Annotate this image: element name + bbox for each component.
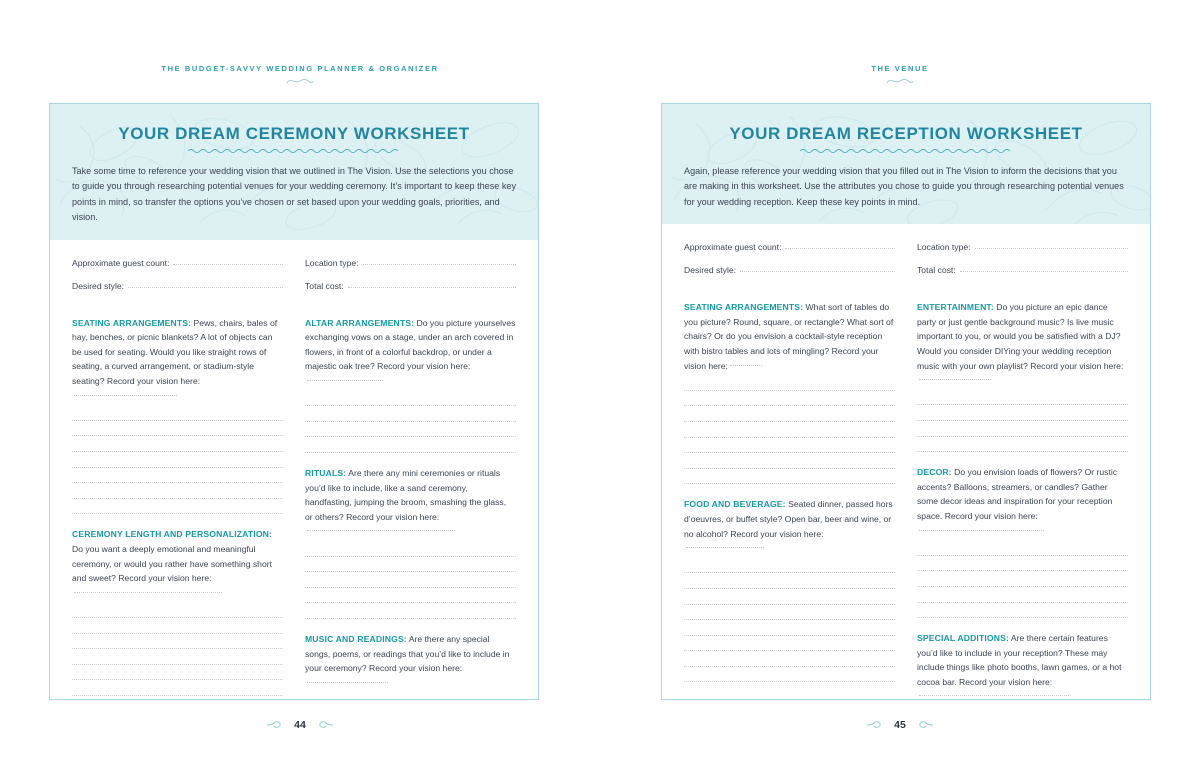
prompt-lead-in: MUSIC AND READINGS: [305, 633, 407, 644]
prompt-lead-in: ENTERTAINMENT: [917, 302, 994, 313]
running-head-left [0, 64, 600, 87]
page-title: YOUR DREAM RECEPTION WORKSHEET [729, 124, 1083, 143]
answer-line[interactable] [684, 422, 895, 438]
answer-line[interactable] [305, 406, 516, 422]
answer-line[interactable] [684, 375, 895, 391]
field-row[interactable] [917, 263, 1128, 277]
prompt-block [917, 465, 1128, 618]
answer-line[interactable] [72, 665, 283, 681]
card-header-left [50, 104, 538, 240]
answer-lines[interactable] [684, 558, 895, 683]
answer-lines[interactable] [917, 390, 1128, 452]
answer-rule-inline[interactable] [919, 378, 991, 380]
quick-fields-col-left [684, 240, 895, 286]
prompt-lead-in: FOOD AND BEVERAGE: [684, 499, 786, 510]
answer-rule-inline[interactable] [307, 379, 383, 381]
answer-line[interactable] [72, 468, 283, 484]
prompt-block [305, 632, 516, 700]
prompt-columns-right [684, 300, 1128, 700]
answer-line[interactable] [72, 618, 283, 634]
prompt-block [305, 466, 516, 619]
answer-rule-inline[interactable] [307, 529, 455, 531]
prompt-text: FOOD AND BEVERAGE: Seated dinner, passed hors d’oeuvres, or buffet style? Open bar, beer and wine, or no alcohol? Record your vision here: [684, 497, 895, 555]
quick-fields-col-left [72, 256, 283, 302]
field-input-rule[interactable] [173, 263, 283, 265]
answer-line[interactable] [917, 603, 1128, 619]
reception-worksheet-card [661, 103, 1151, 700]
prompt-block [917, 631, 1128, 700]
answer-line[interactable] [684, 620, 895, 636]
field-label: Approximate guest count: [684, 242, 782, 253]
field-label: Location type: [305, 257, 359, 268]
wave-divider-icon [800, 147, 1012, 154]
page-number: 44 [294, 719, 306, 731]
answer-line[interactable] [917, 421, 1128, 437]
answer-line[interactable] [305, 557, 516, 573]
field-input-rule[interactable] [960, 270, 1128, 272]
field-input-rule[interactable] [785, 247, 895, 249]
answer-line[interactable] [684, 573, 895, 589]
ornament-right-icon [912, 719, 934, 731]
quick-fields-col-right [917, 240, 1128, 286]
running-head-right [600, 64, 1200, 87]
answer-lines[interactable] [305, 541, 516, 619]
field-input-rule[interactable] [128, 286, 283, 288]
answer-lines[interactable] [684, 375, 895, 484]
answer-lines[interactable] [305, 692, 516, 700]
ornament-left-icon [866, 719, 888, 731]
answer-line[interactable] [72, 680, 283, 696]
prompt-text: ALTAR ARRANGEMENTS: Do you picture yourselves exchanging vows on a stage, under an arch covered in flowers, in front of a colorful backdrop, or under a majestic oak tree? Record your vision here: [305, 316, 516, 389]
answer-line[interactable] [305, 572, 516, 588]
folio-left [0, 719, 600, 731]
answer-line[interactable] [72, 483, 283, 499]
field-row[interactable] [305, 279, 516, 293]
answer-rule-inline[interactable] [919, 529, 1044, 531]
prompt-column [917, 300, 1128, 700]
quick-fields-col-right [305, 256, 516, 302]
answer-line[interactable] [72, 696, 283, 700]
prompt-lead-in: SPECIAL ADDITIONS: [917, 633, 1009, 644]
answer-line[interactable] [72, 602, 283, 618]
answer-line[interactable] [917, 390, 1128, 406]
answer-lines[interactable] [72, 405, 283, 514]
prompt-lead-in: DECOR: [917, 467, 952, 478]
card-header-right [662, 104, 1150, 224]
worksheet-intro: Take some time to reference your wedding vision that we outlined in The Vision. Use the selections you chose to guide you through researching potential venues for your wedding ceremony. It’s important to keep these key points in mind, so transfer the options you’ve chosen or set based upon your wedding goals, priorities, and vision. [72, 166, 517, 223]
prompt-block [684, 497, 895, 682]
field-input-rule[interactable] [348, 286, 516, 288]
field-row[interactable] [917, 240, 1128, 254]
answer-line[interactable] [72, 436, 283, 452]
field-label: Approximate guest count: [72, 257, 170, 268]
answer-line[interactable] [72, 649, 283, 665]
answer-line[interactable] [684, 391, 895, 407]
answer-line[interactable] [72, 421, 283, 437]
page-title: YOUR DREAM CEREMONY WORKSHEET [118, 124, 470, 143]
wave-divider-icon [188, 147, 400, 154]
prompt-lead-in: CEREMONY LENGTH AND PERSONALIZATION: [72, 529, 273, 540]
answer-line[interactable] [72, 634, 283, 650]
prompt-text: SEATING ARRANGEMENTS: What sort of tables do you picture? Round, square, or rectangle? What sort of chairs? Or do you envision a cocktail-style reception with bistro tables and lots of mingling? Record your vision here: [684, 302, 894, 371]
worksheet-intro: Again, please reference your wedding vision that you filled out in The Vision to inform the decisions that you are making in this worksheet. Use the attributes you chose to guide you through researching potential venues for your wedding reception. Keep these key points in mind. [684, 166, 1124, 207]
prompt-lead-in: RITUALS: [305, 467, 347, 478]
answer-line[interactable] [684, 636, 895, 652]
prompt-block [305, 316, 516, 453]
field-input-rule[interactable] [975, 247, 1128, 249]
prompt-column [684, 300, 895, 700]
answer-lines[interactable] [72, 602, 283, 700]
answer-line[interactable] [305, 588, 516, 604]
field-row[interactable] [72, 256, 283, 270]
field-label: Location type: [917, 242, 971, 253]
field-label: Total cost: [917, 265, 956, 276]
prompt-lead-in: SEATING ARRANGEMENTS: [684, 302, 804, 313]
running-head-text: THE BUDGET-SAVVY WEDDING PLANNER & ORGANIZER [161, 64, 439, 73]
answer-line[interactable] [305, 391, 516, 407]
answer-line[interactable] [917, 540, 1128, 556]
field-row[interactable] [684, 240, 895, 254]
answer-line[interactable] [305, 437, 516, 453]
quick-fields-left [72, 256, 516, 302]
field-input-rule[interactable] [363, 263, 516, 265]
flourish-icon [885, 77, 915, 87]
field-label: Desired style: [684, 265, 737, 276]
answer-rule-inline[interactable] [307, 681, 388, 683]
prompt-text: DECOR: Do you envision loads of flowers? Or rustic accents? Balloons, streamers, or candles? Gather some decor ideas and inspiration for your reception space. Record your vision here: [917, 465, 1128, 538]
folio-right [600, 719, 1200, 731]
answer-line[interactable] [72, 499, 283, 515]
prompt-column [305, 316, 516, 700]
answer-line[interactable] [72, 405, 283, 421]
card-body-left [50, 240, 538, 700]
answer-line[interactable] [72, 452, 283, 468]
prompt-block [684, 300, 895, 484]
prompt-text: ENTERTAINMENT: Do you picture an epic dance party or just gentle background music? Is live music important to you, or would you be satisfied with a DJ? Would you consider DIYing your wedding reception music with your own playlist? Record your vision here: [917, 300, 1128, 388]
prompt-text: MUSIC AND READINGS: Are there any special songs, poems, or readings that you’d like to include in your ceremony? Record your vision here: [305, 632, 516, 690]
answer-line[interactable] [305, 541, 516, 557]
prompt-text: CEREMONY LENGTH AND PERSONALIZATION: Do you want a deeply emotional and meaningful ceremony, or would you rather have something short and sweet? Record your vision here: [72, 527, 283, 600]
prompt-column [72, 316, 283, 700]
answer-line[interactable] [684, 406, 895, 422]
answer-rule-inline[interactable] [74, 394, 177, 396]
answer-rule-inline[interactable] [730, 364, 762, 366]
prompt-columns-left [72, 316, 516, 700]
answer-rule-inline[interactable] [74, 591, 222, 593]
field-row[interactable] [684, 263, 895, 277]
page-number: 45 [894, 719, 906, 731]
answer-line[interactable] [917, 571, 1128, 587]
answer-line[interactable] [305, 603, 516, 619]
prompt-block [917, 300, 1128, 452]
ornament-right-icon [312, 719, 334, 731]
answer-lines[interactable] [917, 540, 1128, 618]
answer-line[interactable] [684, 605, 895, 621]
field-label: Desired style: [72, 280, 125, 291]
flourish-icon [285, 77, 315, 87]
prompt-block [72, 316, 283, 515]
quick-fields-right [684, 240, 1128, 286]
answer-lines[interactable] [305, 391, 516, 453]
ornament-left-icon [266, 719, 288, 731]
answer-rule-inline[interactable] [686, 546, 764, 548]
field-label: Total cost: [305, 280, 344, 291]
answer-line[interactable] [917, 556, 1128, 572]
prompt-lead-in: ALTAR ARRANGEMENTS: [305, 317, 415, 328]
answer-line[interactable] [684, 558, 895, 574]
answer-line[interactable] [684, 589, 895, 605]
prompt-lead-in: SEATING ARRANGEMENTS: [72, 317, 192, 328]
card-body-right [662, 224, 1150, 700]
answer-line[interactable] [917, 405, 1128, 421]
ceremony-worksheet-card [49, 103, 539, 700]
field-row[interactable] [72, 279, 283, 293]
prompt-text: SPECIAL ADDITIONS: Are there certain features you’d like to include in your reception? These may include things like photo booths, lawn games, or a hot cocoa bar. Record your vision here: [917, 631, 1128, 700]
right-page [600, 0, 1200, 776]
answer-line[interactable] [305, 422, 516, 438]
answer-line[interactable] [305, 692, 516, 700]
answer-line[interactable] [684, 469, 895, 485]
prompt-text: RITUALS: Are there any mini ceremonies or rituals you’d like to include, like a sand ceremony, handfasting, jumping the broom, smashing the glass, or others? Record your vision here: [305, 466, 516, 539]
answer-rule-inline[interactable] [919, 694, 1069, 696]
field-row[interactable] [305, 256, 516, 270]
running-head-text: THE VENUE [871, 64, 929, 73]
prompt-text: SEATING ARRANGEMENTS: Pews, chairs, bales of hay, benches, or picnic blankets? A lot of objects can be used for seating. Would you like straight rows of seating, a curved arrangement, or stadium-style seating? Record your vision here: [72, 316, 283, 404]
prompt-block [72, 527, 283, 700]
answer-line[interactable] [917, 437, 1128, 453]
answer-line[interactable] [684, 651, 895, 667]
answer-line[interactable] [684, 453, 895, 469]
answer-line[interactable] [684, 667, 895, 683]
answer-line[interactable] [917, 587, 1128, 603]
field-input-rule[interactable] [740, 270, 895, 272]
answer-line[interactable] [684, 438, 895, 454]
